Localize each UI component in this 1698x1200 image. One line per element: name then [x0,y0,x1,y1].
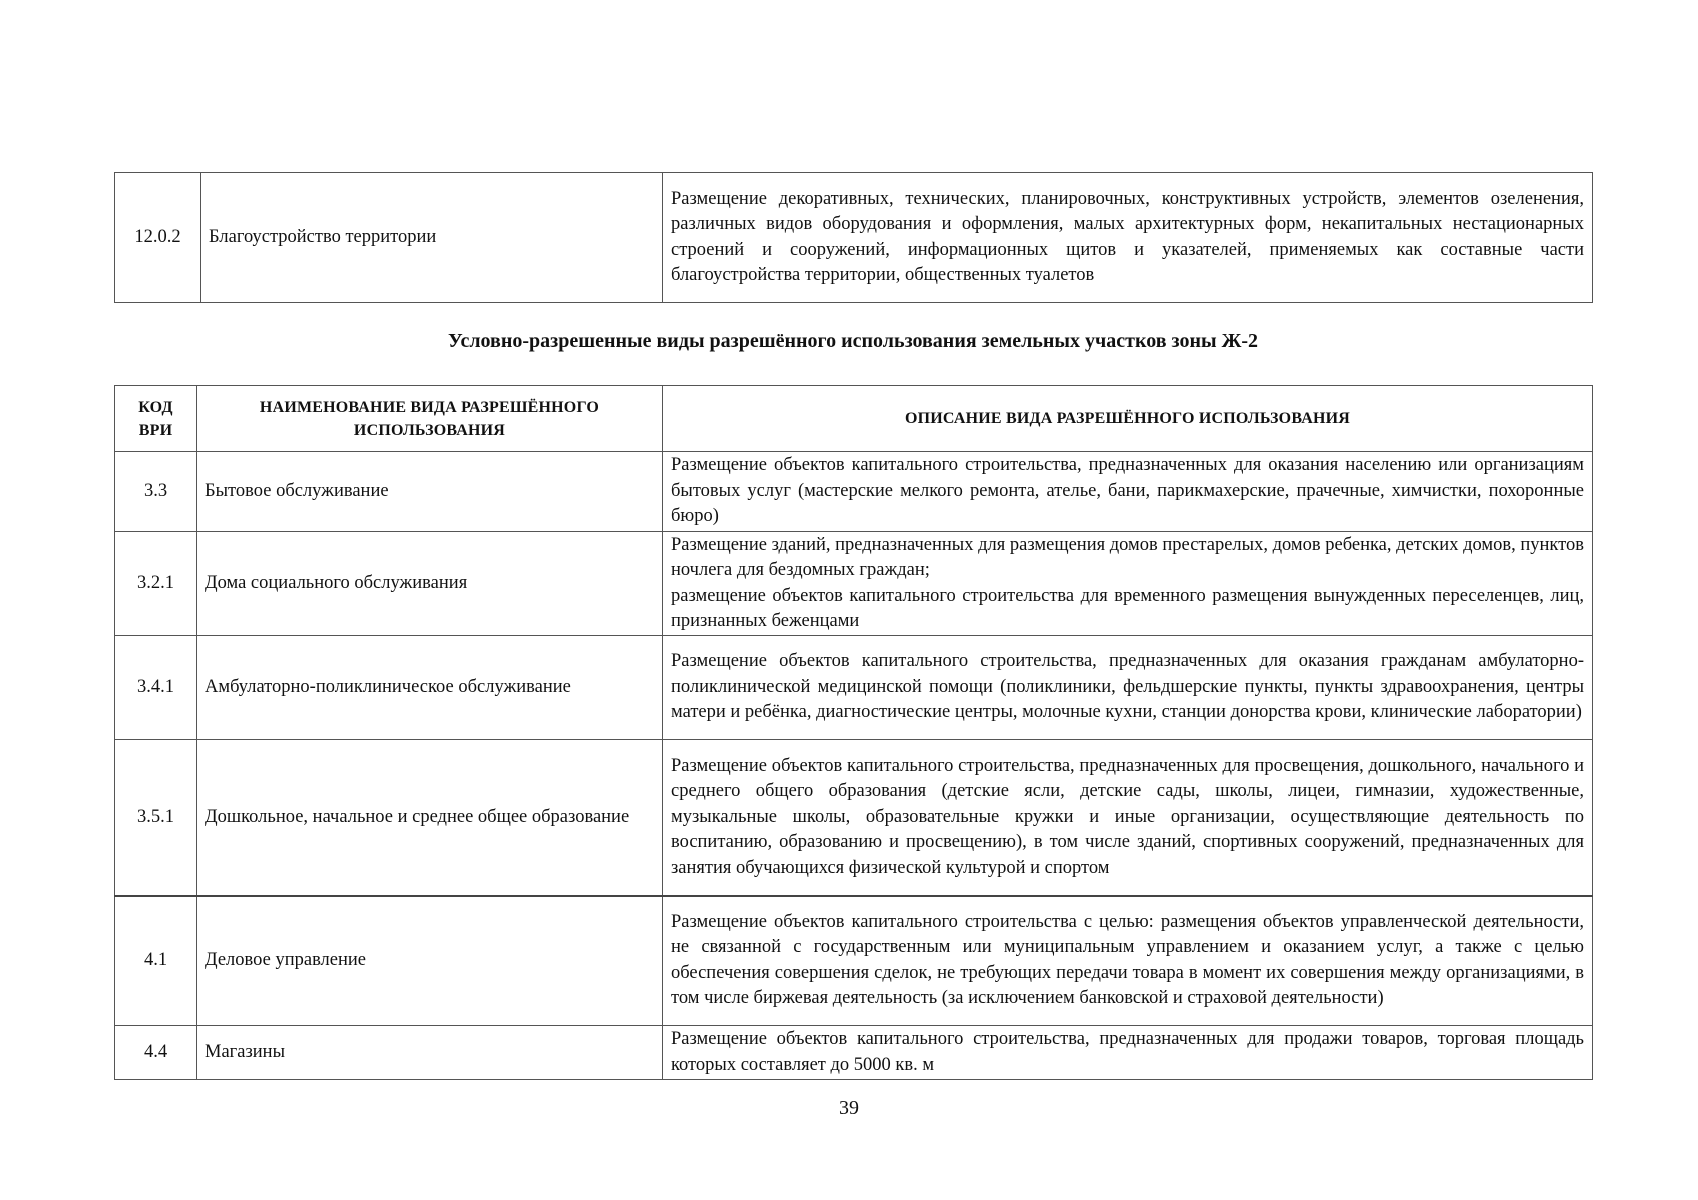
header-name-line2: ИСПОЛЬЗОВАНИЯ [353,421,506,439]
table-row [115,1026,1593,1080]
table-row [115,896,1593,1026]
table-row [115,636,1593,740]
vri-code-cell: 3.3 [115,452,197,532]
continuation-table [114,172,1593,303]
table-row [115,532,1593,636]
vri-code-cell: 3.4.1 [115,636,197,740]
conditional-uses-table [114,385,1593,1080]
header-code-line2: ВРИ [138,421,173,439]
header-description: ОПИСАНИЕ ВИДА РАЗРЕШЁННОГО ИСПОЛЬЗОВАНИЯ [663,386,1593,452]
header-name-line1: НАИМЕНОВАНИЕ ВИДА РАЗРЕШЁННОГО [259,398,600,416]
vri-description-cell: Размещение объектов капитального строительства, предназначенных для оказания гражданам амбулаторно-поликлинической медицинской помощи (поликлиники, фельдшерские пункты, пункты здравоохранения, центры матери и ребёнка, диагностические центры, молочные кухни, станции донорства крови, клинические лаборатории) [663,636,1593,740]
table-row [115,452,1593,532]
vri-name-cell: Дома социального обслуживания [197,532,663,636]
vri-description-paragraph: размещение объектов капитального строительства для временного размещения вынужденных переселенцев, лиц, признанных беженцами [671,585,1584,631]
table-row [115,740,1593,896]
vri-name-cell: Магазины [197,1026,663,1080]
vri-description-paragraph: Размещение зданий, предназначенных для размещения домов престарелых, домов ребенка, детских домов, пунктов ночлега для бездомных граждан; [671,534,1584,580]
vri-name-cell: Бытовое обслуживание [197,452,663,532]
vri-name-cell: Дошкольное, начальное и среднее общее образование [197,740,663,896]
vri-name-cell: Благоустройство территории [201,173,663,303]
vri-code-cell: 3.5.1 [115,740,197,896]
vri-description-cell: Размещение объектов капитального строительства, предназначенных для просвещения, дошкольного, начального и среднего общего образования (детские ясли, детские сады, школы, лицеи, гимназии, художественные, музыкальные школы, образовательные кружки и иные организации, осуществляющие деятельность по воспитанию, образованию и просвещению), в том числе зданий, спортивных сооружений, предназначенных для занятия обучающихся физической культурой и спортом [663,740,1593,896]
vri-name-cell: Деловое управление [197,896,663,1026]
header-code [115,386,197,452]
vri-name-cell: Амбулаторно-поликлиническое обслуживание [197,636,663,740]
vri-code-cell: 4.1 [115,896,197,1026]
vri-description-cell: Размещение объектов капитального строительства, предназначенных для оказания населению или организациям бытовых услуг (мастерские мелкого ремонта, ателье, бани, парикмахерские, прачечные, химчистки, похоронные бюро) [663,452,1593,532]
vri-code-cell: 4.4 [115,1026,197,1080]
header-code-line1: КОД [138,398,173,416]
header-name [197,386,663,452]
page-number: 39 [839,1097,859,1119]
vri-description-cell [663,532,1593,636]
vri-code-cell: 12.0.2 [115,173,201,303]
vri-code-cell: 3.2.1 [115,532,197,636]
vri-description-cell: Размещение объектов капитального строительства, предназначенных для продажи товаров, торговая площадь которых составляет до 5000 кв. м [663,1026,1593,1080]
table-row [115,173,1593,303]
vri-description-cell: Размещение объектов капитального строительства с целью: размещения объектов управленческой деятельности, не связанной с государственным или муниципальным управлением и оказанием услуг, а также с целью обеспечения совершения сделок, не требующих передачи товара в момент их совершения между организациями, в том числе биржевая деятельность (за исключением банковской и страховой деятельности) [663,896,1593,1026]
vri-description-cell: Размещение декоративных, технических, планировочных, конструктивных устройств, элементов озеленения, различных видов оборудования и оформления, малых архитектурных форм, некапитальных нестационарных строений и сооружений, информационных щитов и указателей, применяемых как составные части благоустройства территории, общественных туалетов [663,173,1593,303]
table-header-row [115,386,1593,452]
section-title: Условно-разрешенные виды разрешённого использования земельных участков зоны Ж-2 [447,330,1259,352]
